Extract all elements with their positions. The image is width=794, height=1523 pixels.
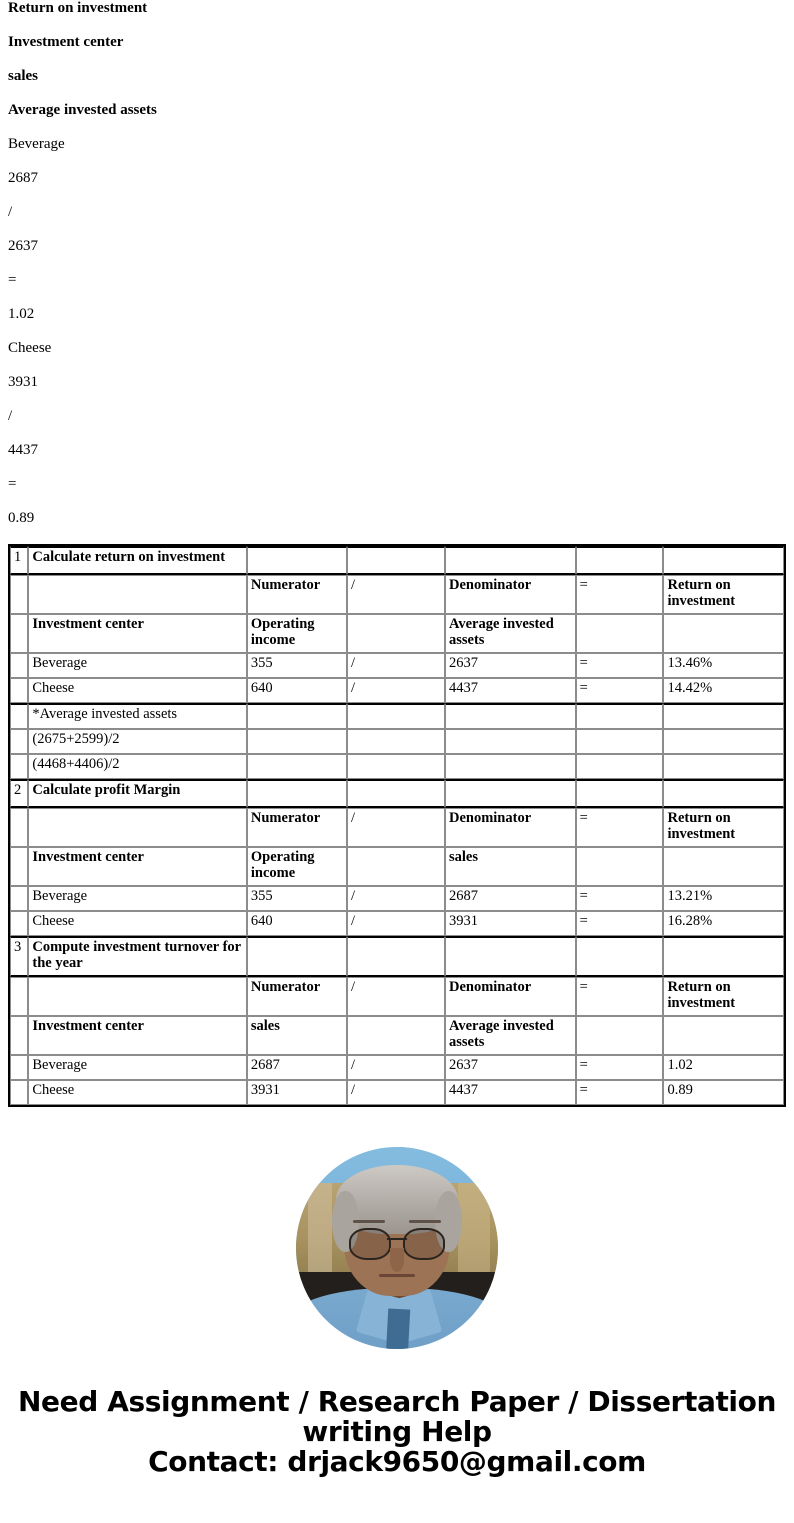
table-row-note [10, 754, 784, 779]
table-row [10, 678, 784, 703]
cell-empty [247, 754, 347, 779]
cell-empty [10, 678, 28, 703]
cell-equals [576, 847, 664, 886]
cell-empty [347, 779, 445, 808]
cell-slash: / [347, 653, 445, 678]
intro-text-block [0, 0, 794, 527]
cell-denominator: 4437 [445, 1080, 576, 1105]
cell-numerator-sub: Operating income [247, 614, 347, 653]
cell-denominator-header: Denominator [445, 575, 576, 614]
footer-line-3: Contact: drjack9650@gmail.com [148, 1445, 646, 1478]
cell-empty [10, 977, 28, 1016]
cell-empty [247, 729, 347, 754]
cell-empty [663, 936, 784, 977]
cell-empty [445, 729, 576, 754]
section-title: Calculate return on investment [28, 546, 247, 575]
cell-denominator: 4437 [445, 678, 576, 703]
table-row [10, 1080, 784, 1105]
intro-line: Investment center [8, 34, 124, 50]
cell-equals [576, 1016, 664, 1055]
cell-empty [347, 936, 445, 977]
table-row [10, 886, 784, 911]
cell-numerator-header: Numerator [247, 977, 347, 1016]
avatar [296, 1147, 498, 1349]
intro-line: / [8, 204, 13, 220]
cell-empty [347, 754, 445, 779]
cell-empty [10, 1080, 28, 1105]
footer-promo-text [0, 1387, 794, 1497]
avatar-eyebrow-right [409, 1220, 441, 1223]
cell-equals: = [576, 575, 664, 614]
avatar-container [0, 1147, 794, 1349]
cell-empty [445, 546, 576, 575]
avatar-tie [386, 1308, 411, 1349]
cell-empty [10, 653, 28, 678]
cell-roi [663, 614, 784, 653]
cell-empty [247, 703, 347, 729]
cell-result: 16.28% [663, 911, 784, 936]
cell-empty [10, 911, 28, 936]
cell-slash: / [347, 911, 445, 936]
cell-investment-center: Investment center [28, 847, 247, 886]
cell-center-name: Beverage [28, 886, 247, 911]
cell-empty [663, 754, 784, 779]
cell-empty [445, 754, 576, 779]
cell-slash: / [347, 678, 445, 703]
cell-empty [663, 779, 784, 808]
glasses-lens-left-icon [349, 1228, 391, 1260]
cell-empty [247, 546, 347, 575]
cell-denominator-header: Denominator [445, 977, 576, 1016]
table-row [10, 779, 784, 808]
table-row [10, 847, 784, 886]
table-row [10, 614, 784, 653]
cell-note: (4468+4406)/2 [28, 754, 247, 779]
cell-roi [663, 1016, 784, 1055]
cell-empty [247, 936, 347, 977]
table-row [10, 653, 784, 678]
cell-empty [10, 575, 28, 614]
table-row [10, 808, 784, 847]
cell-empty [347, 546, 445, 575]
cell-equals: = [576, 653, 664, 678]
cell-numerator-header: Numerator [247, 575, 347, 614]
cell-denominator-sub: Average invested assets [445, 614, 576, 653]
section-number: 2 [10, 779, 28, 808]
cell-note: *Average invested assets [28, 703, 247, 729]
avatar-eyebrow-left [353, 1220, 385, 1223]
table-row [10, 936, 784, 977]
cell-slash: / [347, 977, 445, 1016]
intro-line: 2637 [8, 238, 38, 254]
cell-slash: / [347, 1055, 445, 1080]
cell-numerator: 640 [247, 911, 347, 936]
intro-line: 2687 [8, 170, 38, 186]
cell-empty [445, 936, 576, 977]
intro-line: 0.89 [8, 510, 35, 526]
cell-center-name: Cheese [28, 678, 247, 703]
section-number: 3 [10, 936, 28, 977]
avatar-mouth [379, 1274, 415, 1277]
cell-slash: / [347, 886, 445, 911]
section-title: Calculate profit Margin [28, 779, 247, 808]
cell-center-name: Cheese [28, 911, 247, 936]
cell-denominator: 2637 [445, 653, 576, 678]
section-number: 1 [10, 546, 28, 575]
cell-equals: = [576, 977, 664, 1016]
cell-slash: / [347, 808, 445, 847]
table-row [10, 977, 784, 1016]
intro-line: = [8, 476, 17, 492]
cell-equals: = [576, 1055, 664, 1080]
cell-equals: = [576, 808, 664, 847]
cell-roi-header: Return on investment [663, 808, 784, 847]
cell-numerator: 355 [247, 886, 347, 911]
cell-empty [10, 808, 28, 847]
cell-denominator: 3931 [445, 911, 576, 936]
section-title: Compute investment turnover for the year [28, 936, 247, 977]
cell-empty [10, 729, 28, 754]
footer-line-2: writing Help [302, 1415, 492, 1448]
intro-line: Cheese [8, 340, 52, 356]
cell-empty [247, 779, 347, 808]
cell-numerator: 3931 [247, 1080, 347, 1105]
cell-roi-header: Return on investment [663, 575, 784, 614]
cell-result: 13.46% [663, 653, 784, 678]
cell-equals: = [576, 678, 664, 703]
cell-empty [10, 847, 28, 886]
cell-empty [10, 1055, 28, 1080]
cell-empty [576, 779, 664, 808]
cell-slash: / [347, 575, 445, 614]
cell-label [28, 977, 247, 1016]
glasses-lens-right-icon [403, 1228, 445, 1260]
intro-line: 4437 [8, 442, 38, 458]
cell-empty [10, 614, 28, 653]
cell-empty [663, 546, 784, 575]
cell-empty [445, 779, 576, 808]
cell-empty [10, 1016, 28, 1055]
cell-roi [663, 847, 784, 886]
cell-slash [347, 614, 445, 653]
intro-line: / [8, 408, 13, 424]
cell-empty [576, 729, 664, 754]
cell-numerator-sub: sales [247, 1016, 347, 1055]
cell-denominator: 2637 [445, 1055, 576, 1080]
table-row-note [10, 703, 784, 729]
intro-line: sales [8, 68, 38, 84]
cell-empty [445, 703, 576, 729]
cell-denominator: 2687 [445, 886, 576, 911]
cell-empty [576, 546, 664, 575]
cell-denominator-sub: Average invested assets [445, 1016, 576, 1055]
cell-center-name: Cheese [28, 1080, 247, 1105]
intro-line: Average invested assets [8, 102, 157, 118]
cell-label [28, 808, 247, 847]
cell-numerator-sub: Operating income [247, 847, 347, 886]
cell-empty [576, 754, 664, 779]
calculation-table-wrapper [0, 544, 794, 1107]
cell-investment-center: Investment center [28, 1016, 247, 1055]
cell-empty [10, 703, 28, 729]
intro-line: Beverage [8, 136, 65, 152]
table-row [10, 1055, 784, 1080]
cell-empty [576, 936, 664, 977]
cell-label [28, 575, 247, 614]
cell-slash: / [347, 1080, 445, 1105]
cell-center-name: Beverage [28, 1055, 247, 1080]
cell-roi-header: Return on investment [663, 977, 784, 1016]
cell-numerator: 2687 [247, 1055, 347, 1080]
cell-empty [10, 886, 28, 911]
table-row [10, 575, 784, 614]
cell-investment-center: Investment center [28, 614, 247, 653]
cell-slash [347, 847, 445, 886]
intro-line: 3931 [8, 374, 38, 390]
cell-equals [576, 614, 664, 653]
calculation-table [8, 544, 786, 1107]
cell-equals: = [576, 1080, 664, 1105]
cell-center-name: Beverage [28, 653, 247, 678]
table-row [10, 546, 784, 575]
cell-empty [10, 754, 28, 779]
footer-line-1: Need Assignment / Research Paper / Dissertation [17, 1385, 776, 1418]
cell-result: 1.02 [663, 1055, 784, 1080]
cell-empty [663, 729, 784, 754]
cell-result: 14.42% [663, 678, 784, 703]
cell-denominator-header: Denominator [445, 808, 576, 847]
cell-empty [347, 703, 445, 729]
cell-slash [347, 1016, 445, 1055]
cell-equals: = [576, 886, 664, 911]
cell-note: (2675+2599)/2 [28, 729, 247, 754]
cell-numerator-header: Numerator [247, 808, 347, 847]
cell-equals: = [576, 911, 664, 936]
glasses-bridge-icon [387, 1238, 407, 1241]
cell-denominator-sub: sales [445, 847, 576, 886]
intro-line: 1.02 [8, 306, 35, 322]
intro-line: = [8, 272, 17, 288]
cell-empty [663, 703, 784, 729]
intro-line: Return on investment [8, 0, 148, 16]
cell-numerator: 355 [247, 653, 347, 678]
cell-numerator: 640 [247, 678, 347, 703]
table-row [10, 911, 784, 936]
cell-result: 13.21% [663, 886, 784, 911]
table-row [10, 1016, 784, 1055]
cell-empty [576, 703, 664, 729]
cell-result: 0.89 [663, 1080, 784, 1105]
table-row-note [10, 729, 784, 754]
cell-empty [347, 729, 445, 754]
